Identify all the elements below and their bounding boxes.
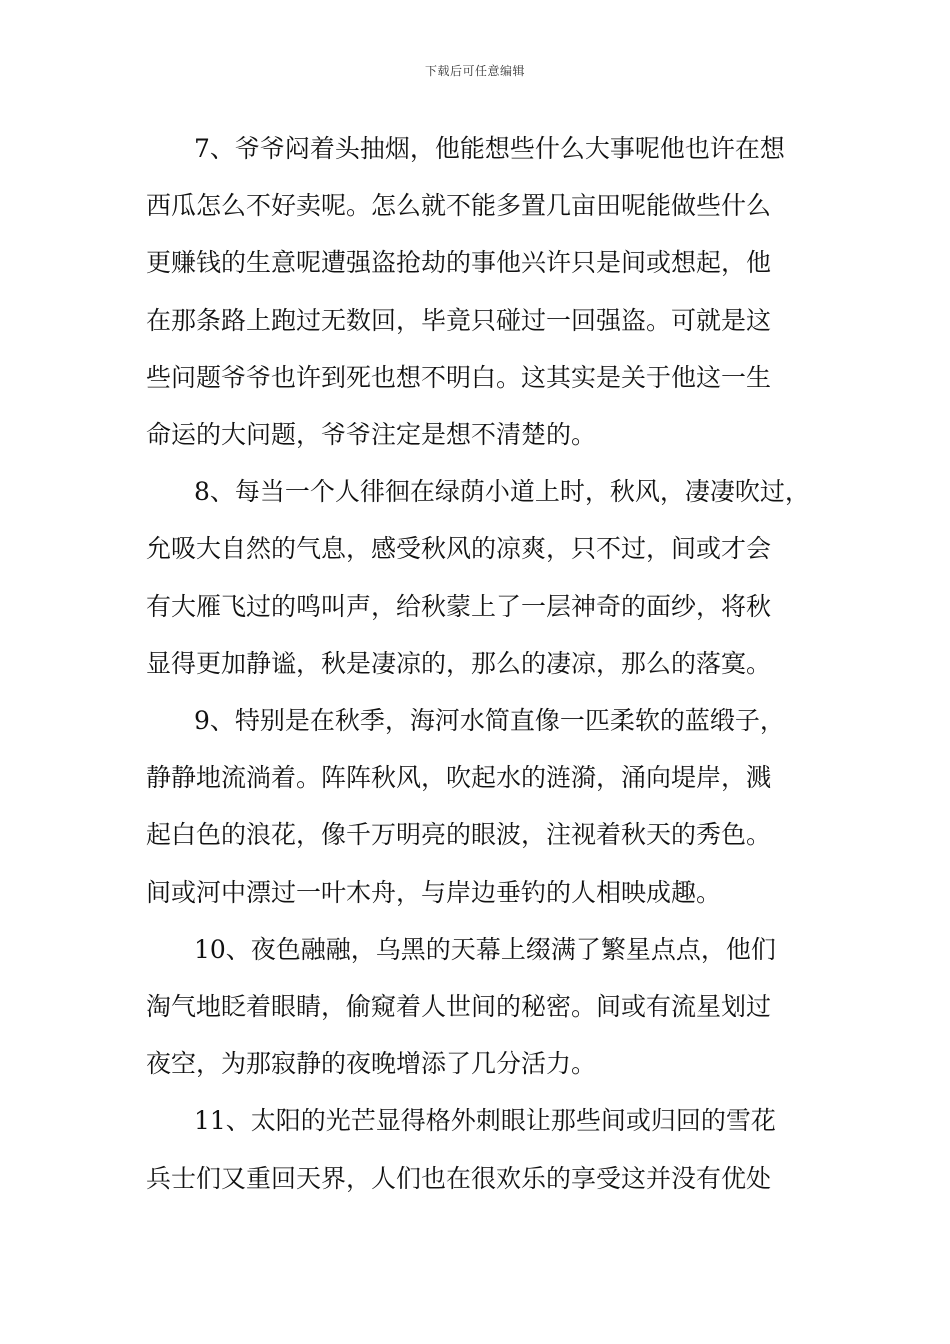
page-header: 下载后可任意编辑 bbox=[424, 64, 525, 78]
text-line: 显得更加静谧，秋是凄凉的，那么的凄凉，那么的落寞。 bbox=[146, 648, 772, 678]
text-line: 在那条路上跑过无数回，毕竟只碰过一回强盗。可就是这 bbox=[146, 305, 772, 335]
text-line: 西瓜怎么不好卖呢。怎么就不能多置几亩田呢能做些什么 bbox=[146, 191, 772, 221]
text-line: 9、特别是在秋季，海河水简直像一匹柔软的蓝缎子， bbox=[194, 706, 785, 735]
text-line: 间或河中漂过一叶木舟，与岸边垂钓的人相映成趣。 bbox=[146, 877, 722, 907]
text-line: 有大雁飞过的鸣叫声，给秋蒙上了一层神奇的面纱，将秋 bbox=[146, 591, 772, 621]
text-line: 命运的大问题，爷爷注定是想不清楚的。 bbox=[146, 420, 597, 449]
text-line: 允吸大自然的气息，感受秋风的凉爽，只不过，间或才会 bbox=[146, 534, 772, 564]
text-line: 淘气地眨着眼睛，偷窥着人世间的秘密。间或有流星划过 bbox=[146, 992, 772, 1021]
text-line: 8、每当一个人徘徊在绿荫小道上时，秋风，凄凄吹过， bbox=[194, 477, 810, 507]
text-line: 10、夜色融融，乌黑的天幕上缀满了繁星点点，他们 bbox=[194, 934, 776, 964]
text-line: 静静地流淌着。阵阵秋风，吹起水的涟漪，涌向堤岸，溅 bbox=[146, 763, 772, 793]
text-line: 兵士们又重回天界，人们也在很欢乐的享受这并没有优处 bbox=[146, 1163, 772, 1193]
text-line: 11、太阳的光芒显得格外刺眼让那些间或归回的雪花 bbox=[194, 1106, 776, 1136]
text-line: 更赚钱的生意呢遭强盗抢劫的事他兴许只是间或想起，他 bbox=[146, 248, 772, 278]
text-line: 起白色的浪花，像千万明亮的眼波，注视着秋天的秀色。 bbox=[146, 820, 772, 850]
text-line: 7、爷爷闷着头抽烟，他能想些什么大事呢他也许在想 bbox=[194, 134, 785, 163]
text-line: 夜空，为那寂静的夜晚增添了几分活力。 bbox=[146, 1049, 597, 1079]
text-line: 些问题爷爷也许到死也想不明白。这其实是关于他这一生 bbox=[146, 362, 772, 392]
